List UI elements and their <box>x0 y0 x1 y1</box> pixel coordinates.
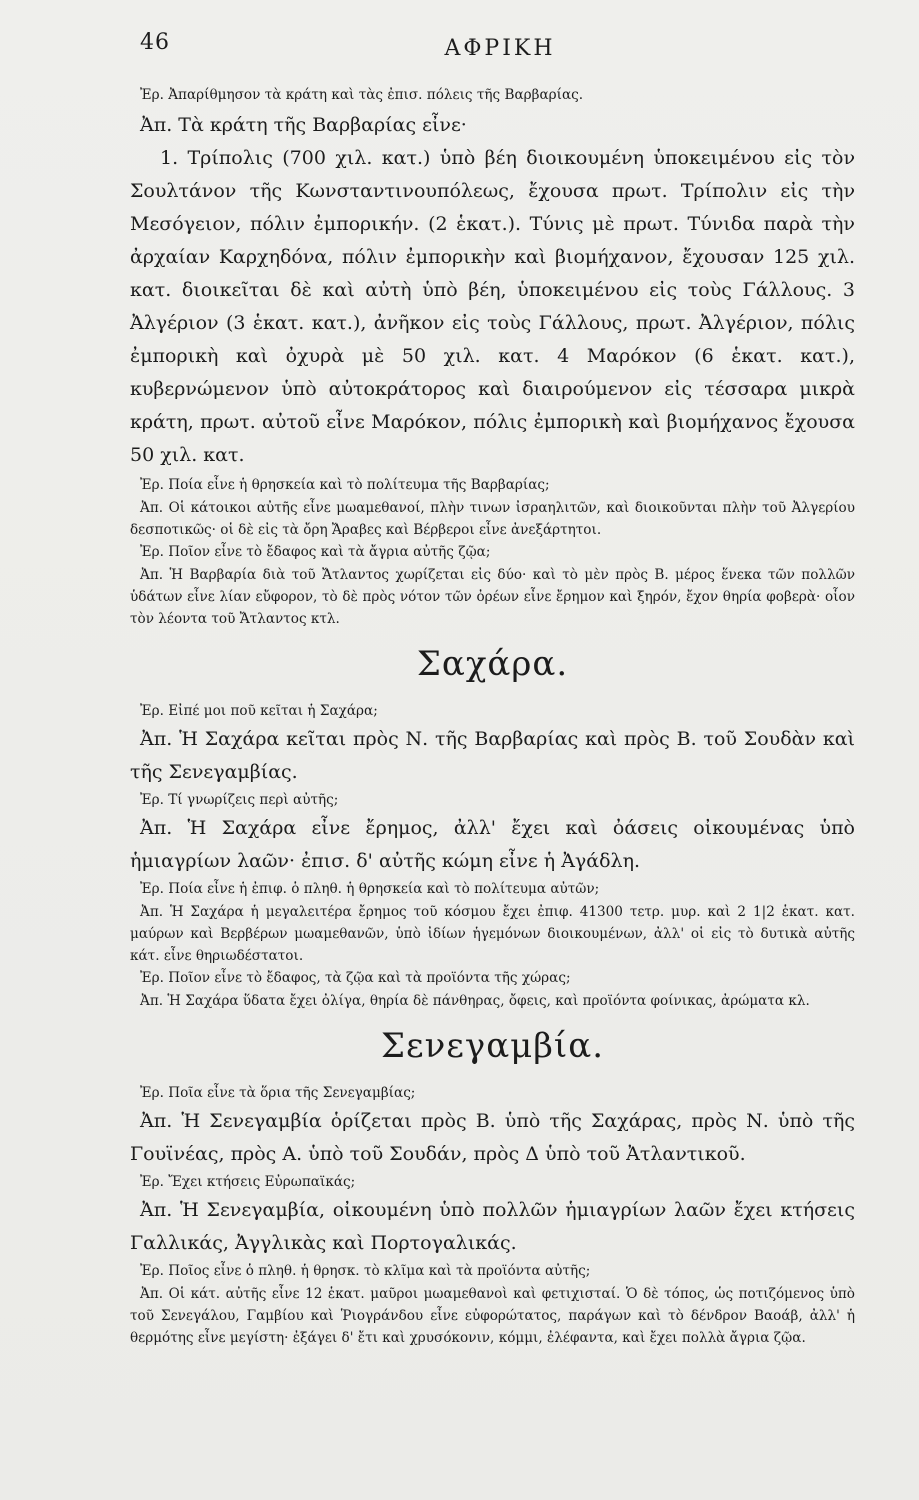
answer-sahara-about: Ἀπ. Ἡ Σαχάρα εἶνε ἔρημος, ἀλλ' ἔχει καὶ ὀάσεις οἰκουμένας ὑπὸ ἡμιαγρίων λαῶν· ἐπισ. δ' αὐτῆς κώμη εἶνε ἡ Ἀγάδλη. <box>130 817 855 872</box>
answer-sahara-area: Ἀπ. Ἡ Σαχάρα ἡ μεγαλειτέρα ἔρημος τοῦ κόσμου ἔχει ἐπιφ. 41300 τετρ. μυρ. καὶ 2 1|2 ἑκατ. κατ. μαύρων καὶ Βερβέρων μωαμεθανῶν, ὑπὸ ἰδίων ἡγεμόνων διοικουμένων, ἀλλ' οἱ εἰς τὸ δυτικὰ αὐτῆς κάτ. εἶνε θηριωδέστατοι. <box>130 904 855 964</box>
page-body <box>130 84 855 1349</box>
answer-senegambia-possessions: Ἀπ. Ἡ Σενεγαμβία, οἰκουμένη ὑπὸ πολλῶν ἡμιαγρίων λαῶν ἔχει κτήσεις Γαλλικάς, Ἀγγλικὰς καὶ Πορτογαλικάς. <box>130 1199 855 1254</box>
answer-senegambia-borders: Ἀπ. Ἡ Σενεγαμβία ὁρίζεται πρὸς Β. ὑπὸ τῆς Σαχάρας, πρὸς Ν. ὑπὸ τῆς Γουϊνέας, πρὸς Α. ὑπὸ τοῦ Σουδάν, πρὸς Δ ὑπὸ τοῦ Ἀτλαντικοῦ. <box>130 1110 855 1165</box>
question-sahara-location: Ἐρ. Εἰπέ μοι ποῦ κεῖται ἡ Σαχάρα; <box>140 703 378 719</box>
section-title-senegambia: Σενεγαμβία. <box>380 1026 605 1066</box>
question-sahara-about: Ἐρ. Τί γνωρίζεις περὶ αὐτῆς; <box>140 792 339 808</box>
question-senegambia-possessions: Ἐρ. Ἔχει κτήσεις Εὐρωπαϊκάς; <box>140 1174 356 1190</box>
answer-barbary-states: Ἀπ. Τὰ κράτη τῆς Βαρβαρίας εἶνε· <box>140 114 467 136</box>
answer-barbary-religion: Ἀπ. Οἱ κάτοικοι αὐτῆς εἶνε μωαμεθανοί, πλὴν τινων ἰσραηλιτῶν, καὶ διοικοῦνται πλὴν τοῦ Ἀλγερίου δεσποτικῶς· οἱ δὲ εἰς τὰ ὄρη Ἄραβες καὶ Βέρβεροι εἶνε ἀνεξάρτητοι. <box>130 500 855 538</box>
question-barbary-states: Ἐρ. Ἀπαρίθμησον τὰ κράτη καὶ τὰς ἐπισ. πόλεις τῆς Βαρβαρίας. <box>140 87 584 103</box>
question-barbary-religion: Ἐρ. Ποία εἶνε ἡ θρησκεία καὶ τὸ πολίτευμα τῆς Βαρβαρίας; <box>140 477 550 493</box>
page-header <box>140 30 860 64</box>
question-barbary-soil: Ἐρ. Ποῖον εἶνε τὸ ἔδαφος καὶ τὰ ἄγρια αὐτῆς ζῷα; <box>140 544 491 560</box>
section-title-sahara: Σαχάρα. <box>416 644 569 684</box>
page-number: 46 <box>140 30 170 55</box>
question-sahara-area: Ἐρ. Ποία εἶνε ἡ ἐπιφ. ὁ πληθ. ἡ θρησκεία καὶ τὸ πολίτευμα αὐτῶν; <box>140 881 600 897</box>
answer-barbary-soil: Ἀπ. Ἡ Βαρβαρία διὰ τοῦ Ἄτλαντος χωρίζεται εἰς δύο· καὶ τὸ μὲν πρὸς Β. μέρος ἕνεκα τῶν πολλῶν ὑδάτων εἶνε λίαν εὔφορον, τὸ δὲ πρὸς νότον τῶν ὀρέων εἶνε ἔρημον καὶ ξηρόν, ἔχον θηρία φοβερὰ· οἷον τὸν λέοντα τοῦ Ἄτλαντος κτλ. <box>130 567 855 627</box>
running-head: ΑΦΡΙΚΗ <box>444 36 556 61</box>
answer-sahara-soil: Ἀπ. Ἡ Σαχάρα ὕδατα ἔχει ὀλίγα, θηρία δὲ πάνθηρας, ὄφεις, καὶ προϊόντα φοίνικας, ἀρώματα κλ. <box>140 993 810 1009</box>
answer-barbary-states-list: 1. Τρίπολις (700 χιλ. κατ.) ὑπὸ βέη διοικουμένη ὑποκειμένου εἰς τὸν Σουλτάνον τῆς Κωνσταντινουπόλεως, ἔχουσα πρωτ. Τρίπολιν εἰς τὴν Μεσόγειον, πόλιν ἐμπορικήν. (2 ἑκατ.). Τύνις μὲ πρωτ. Τύνιδα παρὰ τὴν ἀρχαίαν Καρχηδόνα, πόλιν ἐμπορικὴν καὶ βιομήχανον, ἔχουσαν 125 χιλ. κατ. διοικεῖται δὲ καὶ αὐτὴ ὑπὸ βέη, ὑποκειμένου εἰς τοὺς Γάλλους. 3 Ἀλγέριον (3 ἑκατ. κατ.), ἀνῆκον εἰς τοὺς Γάλλους, πρωτ. Ἀλγέριον, πόλις ἐμπορικὴ καὶ ὀχυρὰ μὲ 50 χιλ. κατ. 4 Μαρόκον (6 ἑκατ. κατ.), κυβερνώμενον ὑπὸ αὐτοκράτορος καὶ διαιρούμενον εἰς τέσσαρα μικρὰ κράτη, πρωτ. αὐτοῦ εἶνε Μαρόκον, πόλις ἐμπορικὴ καὶ βιομήχανος ἔχουσα 50 χιλ. κατ. <box>130 147 855 466</box>
answer-sahara-location: Ἀπ. Ἡ Σαχάρα κεῖται πρὸς Ν. τῆς Βαρβαρίας καὶ πρὸς Β. τοῦ Σουδὰν καὶ τῆς Σενεγαμβίας. <box>130 728 855 783</box>
question-senegambia-population: Ἐρ. Ποῖος εἶνε ὁ πληθ. ἡ θρησκ. τὸ κλῖμα καὶ τὰ προϊόντα αὐτῆς; <box>140 1263 591 1279</box>
answer-senegambia-population: Ἀπ. Οἱ κάτ. αὐτῆς εἶνε 12 ἑκατ. μαῦροι μωαμεθανοὶ καὶ φετιχισταί. Ὁ δὲ τόπος, ὡς ποτιζόμενος ὑπὸ τοῦ Σενεγάλου, Γαμβίου καὶ Ῥιογράνδου εἶνε εὐφορώτατος, παράγων καὶ τὸ δένδρον Βαοάβ, ἀλλ' ἡ θερμότης εἶνε μεγίστη· ἐξάγει δ' ἔτι καὶ χρυσόκονιν, κόμμι, ἐλέφαντα, καὶ ἔχει πολλὰ ἄγρια ζῷα. <box>130 1286 855 1346</box>
question-sahara-soil: Ἐρ. Ποῖον εἶνε τὸ ἔδαφος, τὰ ζῷα καὶ τὰ προϊόντα τῆς χώρας; <box>140 970 571 986</box>
question-senegambia-borders: Ἐρ. Ποῖα εἶνε τὰ ὅρια τῆς Σενεγαμβίας; <box>140 1085 416 1101</box>
